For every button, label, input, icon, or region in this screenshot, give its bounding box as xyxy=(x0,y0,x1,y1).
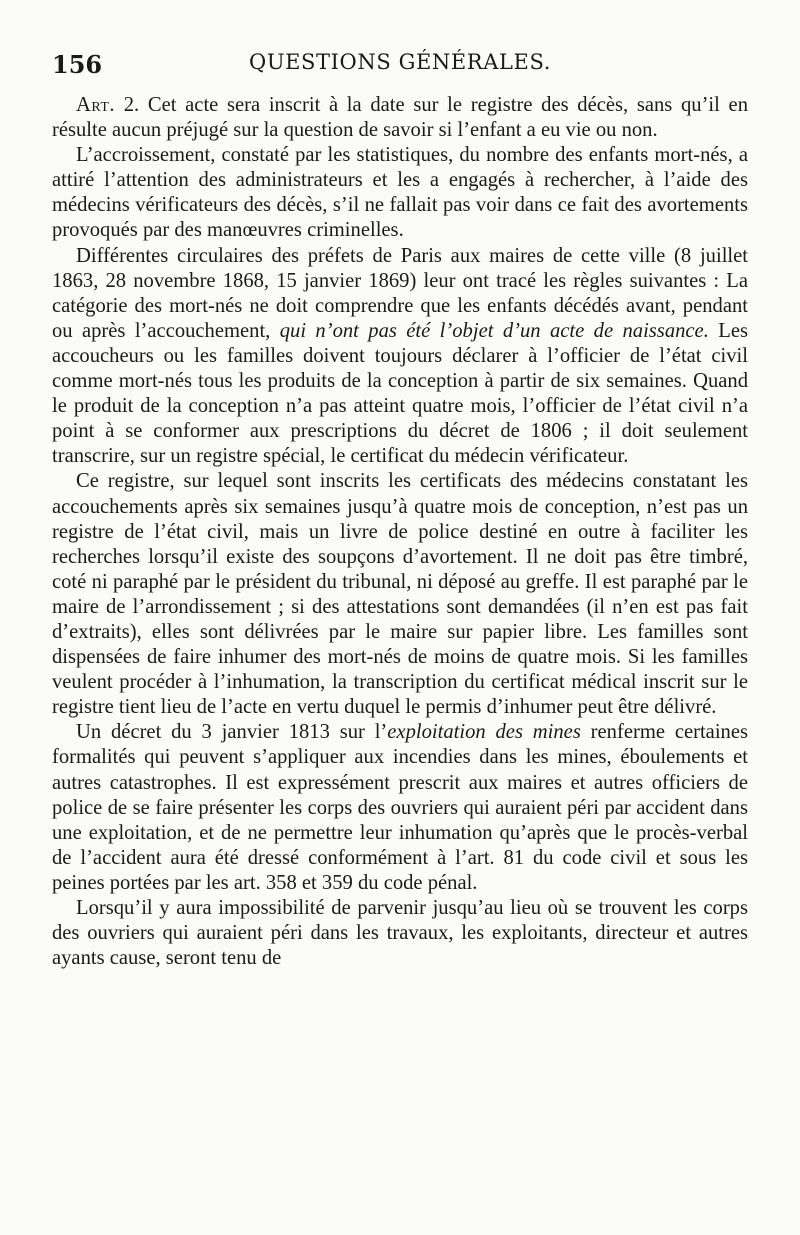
paragraph-text: Un décret du 3 janvier 1813 sur l’ xyxy=(76,721,388,744)
paragraph-decret-mines xyxy=(52,720,748,896)
page-header xyxy=(52,44,748,88)
paragraph-italic-text: exploitation des mines xyxy=(387,721,581,744)
paragraph-text: Lorsqu’il y aura impossibilité de parvenir jusqu’au lieu où se trouvent les corps des ouvriers qui auraient péri dans les travaux, les exploitants, directeur et autres ayants cause, seront tenu de xyxy=(52,897,748,970)
page-number: 156 xyxy=(52,50,103,79)
paragraph-text: 2. Cet acte sera inscrit à la date sur le registre des décès, sans qu’il en résulte aucun préjugé sur la question de savoir si l’enfant a eu vie ou non. xyxy=(52,94,748,142)
paragraph-text: Les accoucheurs ou les familles doivent toujours déclarer à l’officier de l’état civil comme mort-nés tous les produits de la conception à partir de six semaines. Quand le produit de la conception n’a pas atteint quatre mois, l’officier de l’état civil n’a point à se conformer aux prescriptions du décret de 1806 ; il doit seulement transcrire, sur un registre spécial, le certificat du médecin vérificateur. xyxy=(52,319,748,468)
paragraph-text: Ce registre, sur lequel sont inscrits les certificats des médecins constatant les accouchements après six semaines jusqu’à quatre mois de conception, n’est pas un registre de l’état civil, mais un livre de police destiné en outre à faciliter les recherches lorsqu’il existe des soupçons d’avortement. Il ne doit pas être timbré, coté ni paraphé par le président du tribunal, ni déposé au greffe. Il est paraphé par le maire de l’arrondissement ; si des attestations sont demandées (il n’en est pas fait d’extraits), elles sont délivrées par le maire sur papier libre. Les familles sont dispensées de faire inhumer des mort-nés de moins de quatre mois. Si les familles veulent procéder à l’inhumation, la transcription du certificat médical inscrit sur le registre tient lieu de l’acte en vertu duquel le permis d’inhumer peut être délivré. xyxy=(52,470,748,719)
paragraph-accroissement xyxy=(52,143,748,243)
paragraph-registre xyxy=(52,469,748,720)
paragraph-circulaires xyxy=(52,244,748,470)
paragraph-text: L’accroissement, constaté par les statistiques, du nombre des enfants mort-nés, a attiré l’attention des administrateurs et les a engagés à rechercher, à l’aide des médecins vérificateurs des décès, s’il ne fallait pas voir dans ce fait des avortements provoqués par des manœuvres criminelles. xyxy=(52,144,748,242)
paragraph-italic-text: qui n’ont pas été l’objet d’un acte de naissance. xyxy=(279,319,709,342)
paragraph-article-2 xyxy=(52,93,748,143)
article-label: Art. xyxy=(76,94,116,116)
paragraph-impossibilite xyxy=(52,896,748,971)
body-text xyxy=(52,93,748,971)
paragraph-text: Différentes circulaires des préfets de Paris aux maires de cette ville (8 juillet 1863, 28 novembre 1868, 15 janvier 1869) leur ont tracé les règles suivantes : La catégorie des mort-nés ne doit comprendre que les enfants décédés avant, pendant ou après l’accouchement, xyxy=(52,244,748,342)
paragraph-text: renferme certaines formalités qui peuvent s’appliquer aux incendies dans les mines, éboulements et autres catastrophes. Il est expressément prescrit aux maires et autres officiers de police de se faire présenter les corps des ouvriers qui auraient péri par accident dans une exploitation, et de ne permettre leur inhumation qu’après que le procès-verbal de l’accident aura été dressé conformément à l’art. 81 du code civil et sous les peines portées par les art. 358 et 359 du code pénal. xyxy=(52,721,748,894)
running-title: QUESTIONS GÉNÉRALES. xyxy=(249,50,551,74)
